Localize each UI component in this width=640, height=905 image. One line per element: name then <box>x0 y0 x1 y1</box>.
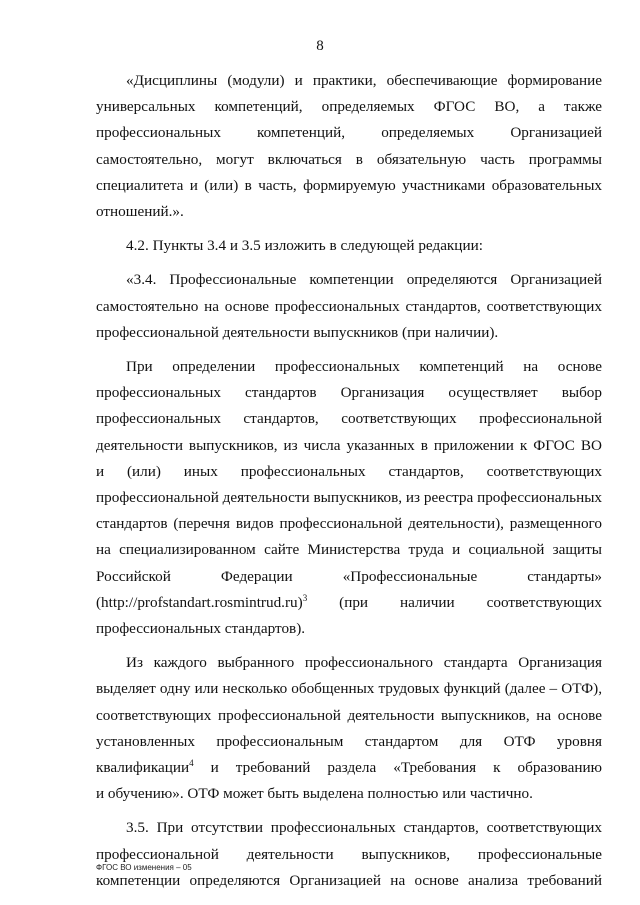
text-line: отношений.». <box>96 203 184 221</box>
text-line: деятельности выпускников, из числа указанных в приложении к ФГОС ВО <box>96 436 602 454</box>
text-line: установленных профессиональным стандартом для ОТФ уровня <box>96 732 602 750</box>
text-line: 3.5. При отсутствии профессиональных стандартов, соответствующих <box>126 819 602 837</box>
text-line: и (или) иных профессиональных стандартов, соответствующих <box>96 462 602 480</box>
text-line: профессиональных стандартов, соответствующих профессиональной <box>96 410 602 428</box>
paragraph-disciplines <box>96 68 602 225</box>
paragraph-standards-selection <box>96 354 602 642</box>
text-line: (http://profstandart.rosmintrud.ru)$^3$ (при наличии соответствующих <box>96 592 602 611</box>
page-number: 8 <box>316 38 324 54</box>
footnote-marker: 4 <box>189 758 194 769</box>
text-line: профессиональных стандартов Организация осуществляет выбор <box>96 384 602 402</box>
text-line: профессиональной деятельности выпускников (при наличии). <box>96 323 499 341</box>
text-line: «3.4. Профессиональные компетенции определяются Организацией <box>126 271 602 289</box>
text-line: компетенции определяются Организацией на основе анализа требований <box>96 871 602 889</box>
paragraph-item-3-4 <box>96 267 602 346</box>
text-line: самостоятельно, могут включаться в обязательную часть программы <box>96 150 602 168</box>
footer-note: ФГОС ВО изменения – 05 <box>96 863 192 872</box>
text-line: профессиональной деятельности выпускников, из реестра профессиональных <box>96 489 602 507</box>
text-line: «Дисциплины (модули) и практики, обеспечивающие формирование <box>126 72 602 89</box>
text-line: профессиональной деятельности выпускников, профессиональные <box>96 845 602 863</box>
text-line: и обучению». ОТФ может быть выделена полностью или частично. <box>96 785 533 803</box>
text-line: универсальных компетенций, определяемых ФГОС ВО, а также <box>96 98 602 116</box>
footnote-marker: 3 <box>302 592 308 603</box>
paragraph-item-4-2 <box>96 233 602 259</box>
text-line: При определении профессиональных компетенций на основе <box>126 358 602 376</box>
text-line: Из каждого выбранного профессионального стандарта Организация <box>126 654 602 672</box>
text-line: профессиональных стандартов). <box>96 620 306 638</box>
text-line: на специализированном сайте Министерства труда и социальной защиты <box>96 541 602 559</box>
text-line: выделяет одну или несколько обобщенных трудовых функций (далее – ОТФ), <box>96 680 602 698</box>
document-body <box>96 68 602 894</box>
text-line: 4.2. Пункты 3.4 и 3.5 изложить в следующей редакции: <box>126 237 483 255</box>
text-line: специалитета и (или) в часть, формируемую участниками образовательных <box>96 176 602 194</box>
text-line: Российской Федерации «Профессиональные стандарты» <box>96 567 602 585</box>
paragraph-item-3-5 <box>96 815 602 894</box>
text-line: квалификации$^4$ и требований раздела «Требования к образованию <box>96 758 602 777</box>
text-line: стандартов (перечня видов профессиональной деятельности), размещенного <box>96 515 602 533</box>
paragraph-otf <box>96 650 602 807</box>
text-line: профессиональных компетенций, определяемых Организацией <box>96 124 602 142</box>
text-line: соответствующих профессиональной деятельности выпускников, на основе <box>96 706 602 724</box>
text-line: самостоятельно на основе профессиональных стандартов, соответствующих <box>96 297 602 315</box>
